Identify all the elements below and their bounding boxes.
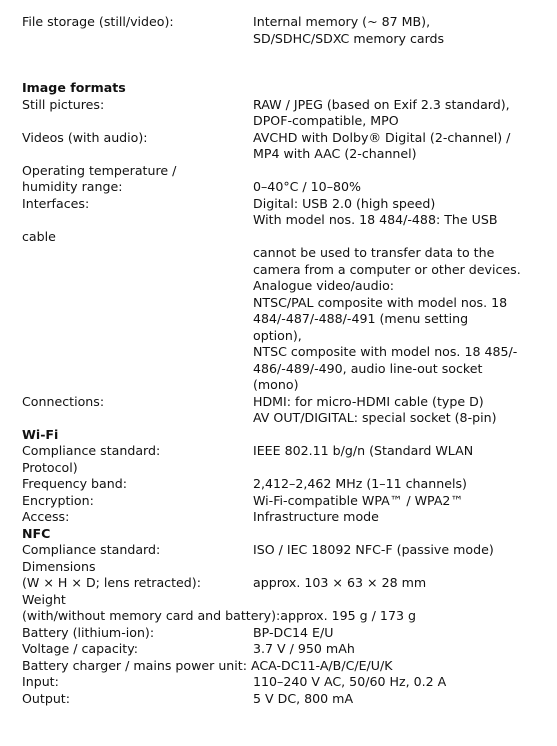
spec-label: (with/without memory card and battery):approx. 195 g / 173 g [22, 608, 416, 623]
spec-value: Wi-Fi-compatible WPA™ / WPA2™ [253, 492, 464, 508]
spec-value: ISO / IEC 18092 NFC-F (passive mode) [253, 542, 494, 557]
spec-label: Interfaces: [22, 195, 90, 211]
spec-value: (mono) [253, 377, 299, 392]
spec-label: Access: [22, 509, 70, 524]
spec-label: Videos (with audio): [22, 129, 148, 145]
spec-label: cable [22, 228, 56, 244]
spec-label: Input: [22, 674, 59, 689]
spec-label: Connections: [22, 393, 105, 409]
spec-label: (W × H × D; lens retracted): [22, 575, 201, 590]
spec-value: 5 V DC, 800 mA [253, 690, 354, 706]
spec-value: cannot be used to transfer data to the [253, 245, 495, 260]
spec-value: Analogue video/audio: [253, 278, 395, 293]
spec-value: 0–40°C / 10–80% [253, 179, 361, 194]
spec-value: HDMI: for micro-HDMI cable (type D) [253, 393, 484, 409]
spec-value: 484/-487/-488/-491 (menu setting [253, 311, 469, 326]
spec-label: Frequency band: [22, 476, 127, 491]
spec-value: Infrastructure mode [253, 509, 379, 524]
spec-label: Encryption: [22, 492, 94, 508]
spec-label: Battery (lithium-ion): [22, 624, 155, 640]
spec-value: approx. 103 × 63 × 28 mm [253, 575, 427, 590]
spec-label: Output: [22, 690, 70, 706]
spec-value: 486/-489/-490, audio line-out socket [253, 360, 483, 376]
spec-value: BP-DC14 E/U [253, 624, 334, 640]
spec-label: Protocol) [22, 459, 78, 475]
spec-label: humidity range: [22, 179, 123, 194]
spec-value: 2,412–2,462 MHz (1–11 channels) [253, 476, 467, 491]
spec-value: AVCHD with Dolby® Digital (2-channel) / [253, 129, 511, 145]
spec-value: Digital: USB 2.0 (high speed) [253, 195, 436, 211]
spec-value: 3.7 V / 950 mAh [253, 641, 355, 656]
spec-value: option), [253, 327, 302, 343]
spec-label: Battery charger / mains power unit: ACA-DC11-A/B/C/E/U/K [22, 657, 393, 673]
spec-value: RAW / JPEG (based on Exif 2.3 standard), [253, 96, 510, 112]
spec-value: DPOF-compatible, MPO [253, 113, 399, 128]
spec-label: Voltage / capacity: [22, 641, 138, 656]
spec-label: Still pictures: [22, 96, 105, 112]
spec-label: Operating temperature / [22, 162, 177, 178]
spec-value: MP4 with AAC (2-channel) [253, 146, 417, 161]
section-heading: Wi-Fi [22, 426, 59, 442]
spec-label: Compliance standard: [22, 443, 161, 458]
section-heading: Image formats [22, 80, 126, 95]
spec-value: AV OUT/DIGITAL: special socket (8-pin) [253, 410, 497, 425]
spec-label: Compliance standard: [22, 542, 161, 557]
spec-value: Internal memory (~ 87 MB), [253, 14, 431, 29]
spec-label: File storage (still/video): [22, 14, 174, 29]
spec-value: IEEE 802.11 b/g/n (Standard WLAN [253, 443, 474, 458]
spec-value: NTSC composite with model nos. 18 485/- [253, 344, 518, 359]
spec-label: Dimensions [22, 558, 96, 574]
spec-value: With model nos. 18 484/-488: The USB [253, 212, 498, 227]
spec-value: SD/SDHC/SDXC memory cards [253, 30, 445, 46]
spec-label: Weight [22, 591, 66, 607]
section-heading: NFC [22, 525, 51, 541]
spec-value: camera from a computer or other devices. [253, 261, 521, 277]
spec-value: NTSC/PAL composite with model nos. 18 [253, 294, 508, 310]
spec-value: 110–240 V AC, 50/60 Hz, 0.2 A [253, 674, 447, 689]
